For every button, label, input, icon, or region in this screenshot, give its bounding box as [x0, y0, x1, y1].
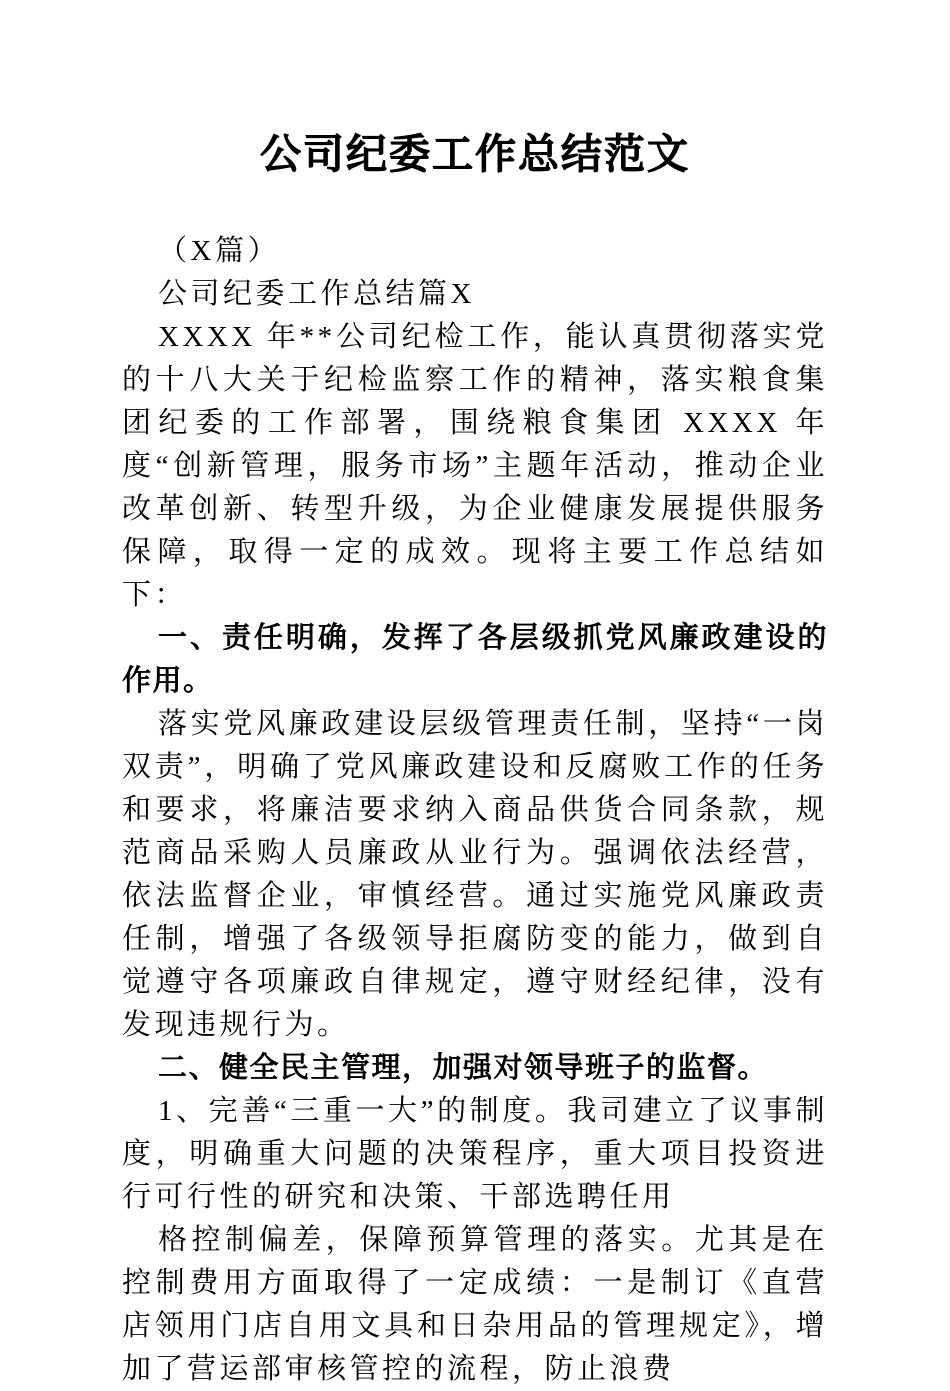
section-heading-1: 一、责任明确，发挥了各层级抓党风廉政建设的作用。 [122, 622, 828, 697]
document-body [122, 230, 828, 1391]
paragraph-piece-count: （X篇） [158, 235, 280, 267]
document-content [122, 126, 828, 1391]
paragraph-section-1-body: 落实党风廉政建设层级管理责任制，坚持“一岗双责”，明确了党风廉政建设和反腐败工作的任务和要求，将廉洁要求纳入商品供货合同条款，规范商品采购人员廉政从业行为。强调依法经营，依法监督企业，审慎经营。通过实施党风廉政责任制，增强了各级领导拒腐防变的能力，做到自觉遵守各项廉政自律规定，遵守财经纪律，没有发现违规行为。 [122, 708, 828, 1041]
paragraph-subtitle: 公司纪委工作总结篇X [158, 278, 475, 310]
paragraph-intro: XXXX 年**公司纪检工作，能认真贯彻落实党的十八大关于纪检监察工作的精神，落实粮食集团纪委的工作部署，围绕粮食集团 XXXX 年度“创新管理，服务市场”主题年活动，推动企业改革创新、转型升级，为企业健康发展提供服务保障，取得一定的成效。现将主要工作总结如下： [122, 321, 828, 611]
paragraph-section-2-item-1: 1、完善“三重一大”的制度。我司建立了议事制度，明确重大问题的决策程序，重大项目投资进行可行性的研究和决策、干部选聘任用 [122, 1095, 828, 1213]
paragraph-section-2-continuation: 格控制偏差，保障预算管理的落实。尤其是在控制费用方面取得了一定成绩：一是制订《直营店领用门店自用文具和日杂用品的管理规定》，增加了营运部审核管控的流程，防止浪费 [122, 1224, 828, 1385]
section-heading-2: 二、健全民主管理，加强对领导班子的监督。 [158, 1052, 769, 1084]
document-title [122, 126, 828, 182]
document-title-text: 公司纪委工作总结范文 [260, 131, 690, 177]
